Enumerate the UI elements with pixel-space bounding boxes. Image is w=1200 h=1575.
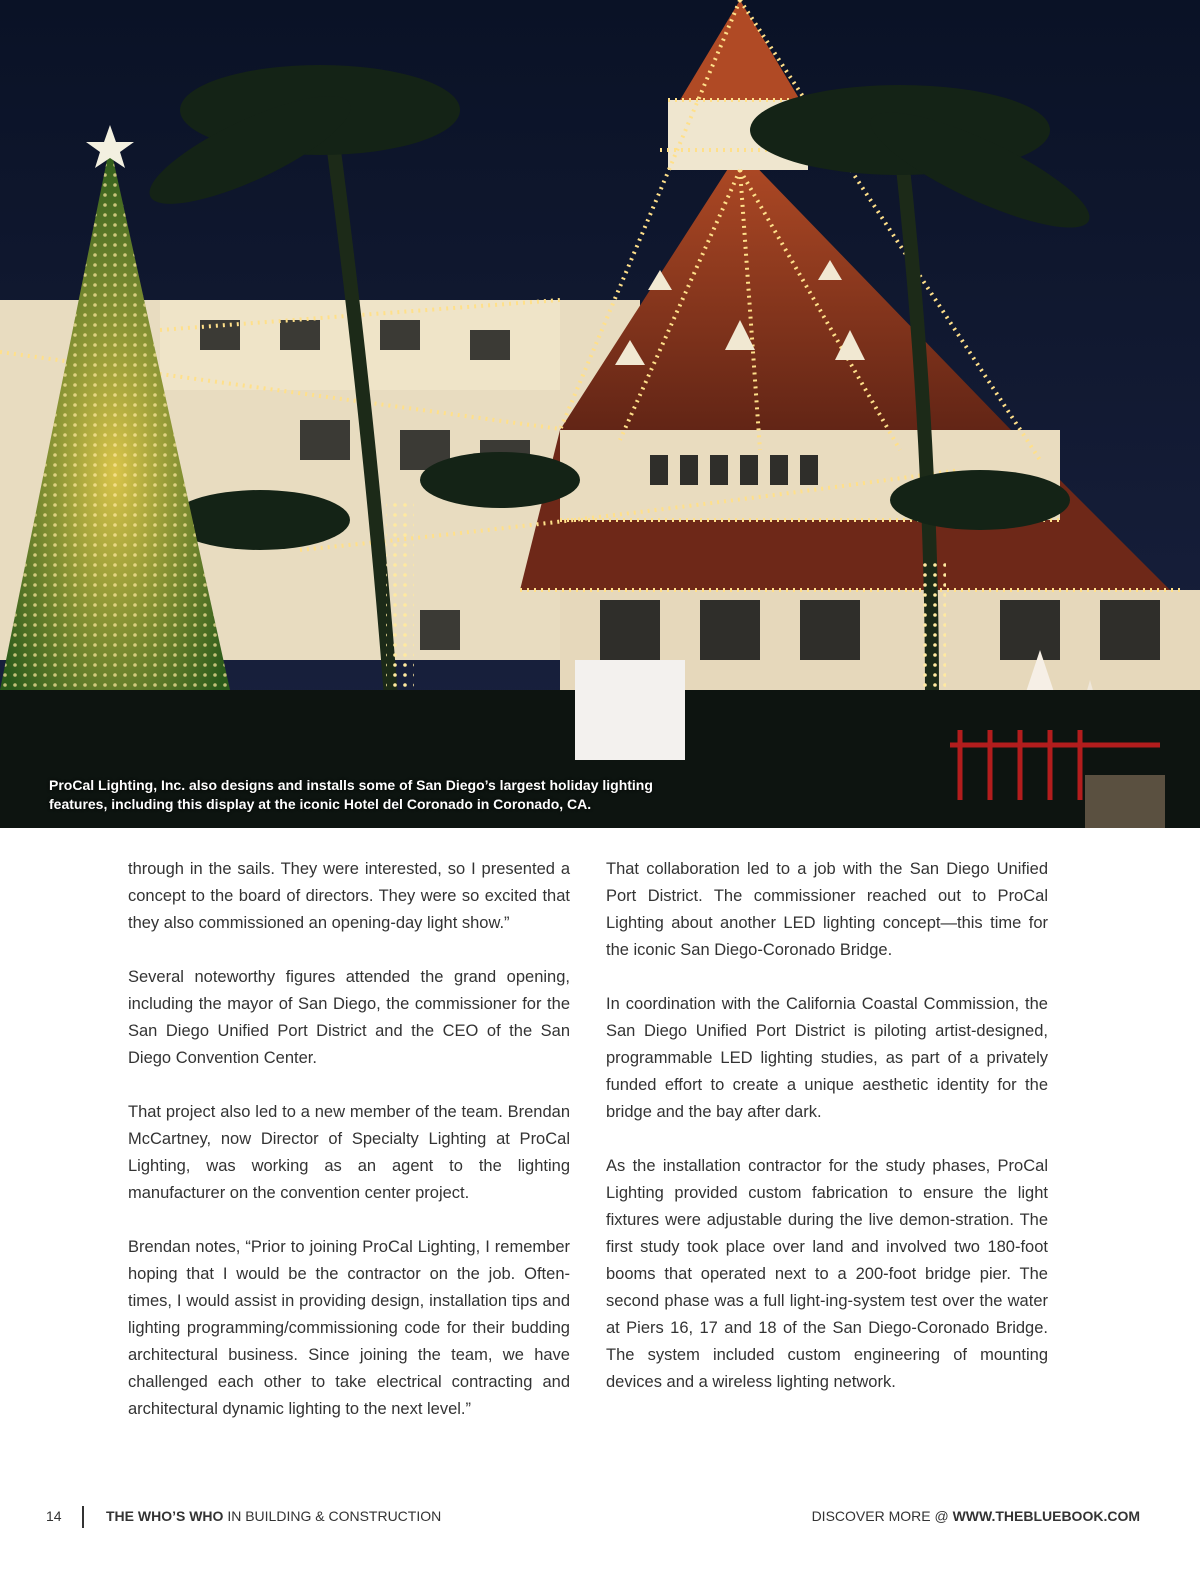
publication-title-rest: IN BUILDING & CONSTRUCTION (223, 1508, 442, 1524)
paragraph: As the installation contractor for the study phases, ProCal Lighting provided custom fabrication to ensure the light fixtures were adjustable during the live demon-stration. The first study took place over land and involved two 180-foot booms that operated next to a 200-foot bridge pier. The second phase was a full light-ing-system test over the water at Piers 16, 17 and 18 of the San Diego-Coronado Bridge. The system included custom engineering of mounting devices and a wireless lighting network. (606, 1157, 1048, 1391)
caption-line-1: ProCal Lighting, Inc. also designs and installs some of San Diego’s largest holiday lighting (49, 777, 653, 793)
page-number: 14 (46, 1508, 62, 1524)
paragraph: That collaboration led to a job with the San Diego Unified Port District. The commissioner reached out to ProCal Lighting about another LED lighting concept—this time for the iconic San Diego-Coronado Bridge. (606, 860, 1048, 959)
page-footer (0, 1500, 1200, 1536)
article-column-right (606, 856, 1048, 1423)
paragraph: through in the sails. They were interested, so I presented a concept to the board of directors. They were so excited that they also commissioned an opening-day light show.” (128, 860, 570, 932)
discover-label: DISCOVER MORE @ (811, 1508, 953, 1524)
footer-divider (82, 1506, 84, 1528)
publication-title (106, 1508, 441, 1524)
discover-more (812, 1508, 1140, 1524)
article-column-left (128, 856, 570, 1450)
caption-line-2: features, including this display at the iconic Hotel del Coronado in Coronado, CA. (49, 796, 592, 812)
paragraph: Brendan notes, “Prior to joining ProCal Lighting, I remember hoping that I would be the contractor on the job. Often-times, I would assist in providing design, installation tips and lighting programming/commissioning code for their budding architectural business. Since joining the team, we have challenged each other to take electrical contracting and architectural dynamic lighting to the next level.” (128, 1238, 570, 1418)
paragraph: That project also led to a new member of the team. Brendan McCartney, now Director of Specialty Lighting at ProCal Lighting, was working as an agent to the lighting manufacturer on the convention center project. (128, 1103, 570, 1202)
photo-caption (49, 776, 709, 814)
paragraph: In coordination with the California Coastal Commission, the San Diego Unified Port District is piloting artist-designed, programmable LED lighting studies, as part of a privately funded effort to create a unique aesthetic identity for the bridge and the bay after dark. (606, 995, 1048, 1121)
publication-title-bold: THE WHO’S WHO (106, 1508, 224, 1524)
paragraph: Several noteworthy figures attended the grand opening, including the mayor of San Diego, the commissioner for the San Diego Unified Port District and the CEO of the San Diego Convention Center. (128, 968, 570, 1067)
website-link[interactable]: WWW.THEBLUEBOOK.COM (952, 1508, 1140, 1524)
